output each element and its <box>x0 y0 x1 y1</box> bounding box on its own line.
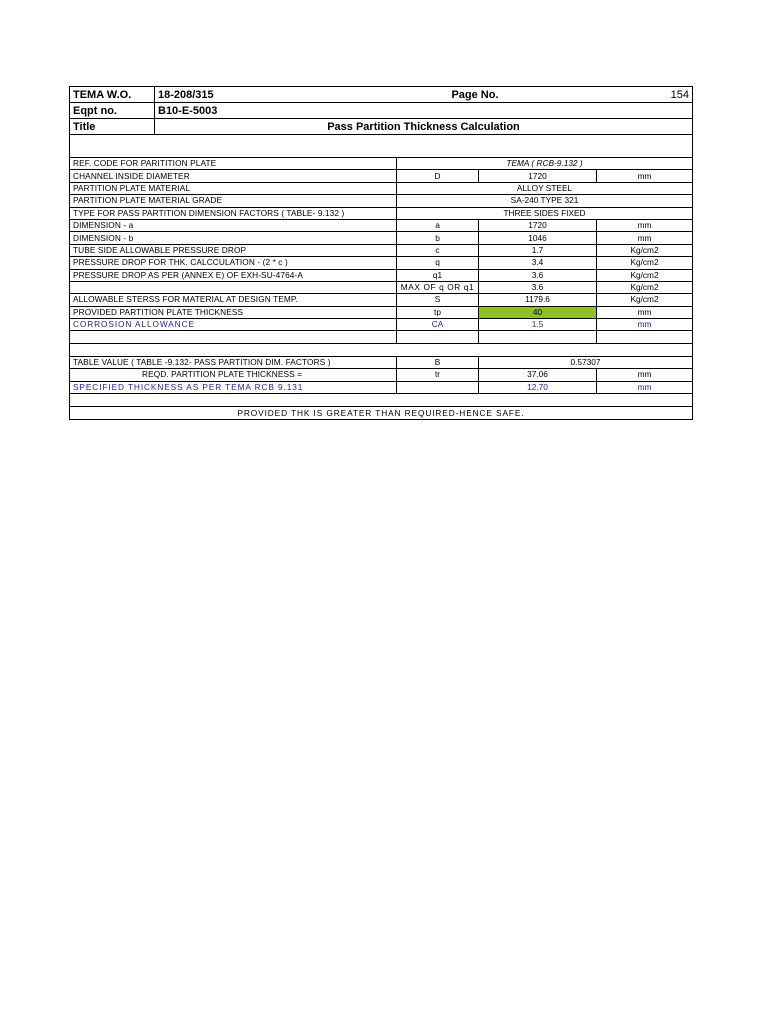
row-label: TUBE SIDE ALLOWABLE PRESSURE DROP <box>70 244 397 256</box>
provided-thickness-input[interactable]: 40 <box>479 306 597 318</box>
table-row <box>70 257 693 269</box>
row-label: SPECIFIED THICKNESS AS PER TEMA RCB 9.131 <box>70 381 397 393</box>
row-label: PROVIDED PARTITION PLATE THICKNESS <box>70 306 397 318</box>
table-row <box>70 294 693 306</box>
eqpt-value: B10-E-5003 <box>155 103 693 119</box>
row-label: REQD. PARTITION PLATE THICKNESS = <box>70 369 397 381</box>
row-unit: mm <box>597 369 693 381</box>
table-row <box>70 281 693 293</box>
row-label: CORROSION ALLOWANCE <box>70 319 397 331</box>
row-label: PARTITION PLATE MATERIAL <box>70 182 397 194</box>
row-value: THREE SIDES FIXED <box>397 207 693 219</box>
calculation-table <box>69 86 693 420</box>
row-unit: mm <box>597 319 693 331</box>
eqpt-label: Eqpt no. <box>70 103 155 119</box>
conclusion-row <box>70 407 693 420</box>
row-symbol: S <box>397 294 479 306</box>
row-value: 0.57307 <box>479 356 693 368</box>
row-unit: mm <box>597 306 693 318</box>
row-value: ALLOY STEEL <box>397 182 693 194</box>
table-row <box>70 369 693 381</box>
row-label: REF. CODE FOR PARITITION PLATE <box>70 158 397 170</box>
row-unit: Kg/cm2 <box>597 244 693 256</box>
row-value: 1.7 <box>479 244 597 256</box>
table-row <box>70 219 693 231</box>
table-row <box>70 381 693 393</box>
table-row <box>70 356 693 368</box>
row-unit: Kg/cm2 <box>597 257 693 269</box>
row-unit: mm <box>597 381 693 393</box>
table-row <box>70 319 693 331</box>
row-symbol: q1 <box>397 269 479 281</box>
row-label: PRESSURE DROP AS PER (ANNEX E) OF EXH-SU-4764-A <box>70 269 397 281</box>
row-unit: mm <box>597 219 693 231</box>
row-label: CHANNEL INSIDE DIAMETER <box>70 170 397 182</box>
conclusion-text: PROVIDED THK IS GREATER THAN REQUIRED-HENCE SAFE. <box>70 407 693 420</box>
row-unit: Kg/cm2 <box>597 269 693 281</box>
row-label: DIMENSION - a <box>70 219 397 231</box>
row-value: TEMA ( RCB-9.132 ) <box>397 158 693 170</box>
title-label: Title <box>70 119 155 135</box>
row-unit: Kg/cm2 <box>597 281 693 293</box>
row-label: ALLOWABLE STERSS FOR MATERIAL AT DESIGN TEMP. <box>70 294 397 306</box>
row-unit: mm <box>597 232 693 244</box>
row-label: PRESSURE DROP FOR THK. CALCCULATION - (2 * c ) <box>70 257 397 269</box>
table-row <box>70 207 693 219</box>
row-symbol: MAX OF q OR q1 <box>397 281 479 293</box>
row-label: TYPE FOR PASS PARTITION DIMENSION FACTORS ( TABLE- 9.132 ) <box>70 207 397 219</box>
header-row-wo <box>70 87 693 103</box>
row-symbol: c <box>397 244 479 256</box>
row-value: 1720 <box>479 170 597 182</box>
row-label <box>70 281 397 293</box>
row-value: 12.70 <box>479 381 597 393</box>
row-label: DIMENSION - b <box>70 232 397 244</box>
row-value: 1.5 <box>479 319 597 331</box>
row-value: 1046 <box>479 232 597 244</box>
blank-row <box>70 343 693 356</box>
row-symbol: B <box>397 356 479 368</box>
row-symbol: tp <box>397 306 479 318</box>
row-label: PARTITION PLATE MATERIAL GRADE <box>70 195 397 207</box>
row-value: 1720 <box>479 219 597 231</box>
row-label: TABLE VALUE ( TABLE -9.132- PASS PARTITION DIM. FACTORS ) <box>70 356 397 368</box>
row-symbol: q <box>397 257 479 269</box>
row-value: 1179.6 <box>479 294 597 306</box>
row-symbol: a <box>397 219 479 231</box>
row-symbol: b <box>397 232 479 244</box>
row-symbol: CA <box>397 319 479 331</box>
table-row <box>70 269 693 281</box>
row-value: SA-240 TYPE 321 <box>397 195 693 207</box>
blank-row <box>70 135 693 158</box>
table-row <box>70 244 693 256</box>
row-value: 3.6 <box>479 281 597 293</box>
table-row <box>70 170 693 182</box>
page-value: 154 <box>597 87 693 103</box>
table-row <box>70 195 693 207</box>
row-unit: mm <box>597 170 693 182</box>
header-row-title <box>70 119 693 135</box>
header-row-eqpt <box>70 103 693 119</box>
row-symbol: D <box>397 170 479 182</box>
row-value: 37.06 <box>479 369 597 381</box>
page-title: Pass Partition Thickness Calculation <box>155 119 693 135</box>
row-value: 3.6 <box>479 269 597 281</box>
table-row <box>70 158 693 170</box>
blank-row <box>70 331 693 343</box>
wo-label: TEMA W.O. <box>70 87 155 103</box>
page-label: Page No. <box>397 87 597 103</box>
row-symbol: tr <box>397 369 479 381</box>
wo-value: 18-208/315 <box>155 87 397 103</box>
blank-row <box>70 394 693 407</box>
row-symbol <box>397 381 479 393</box>
row-unit: Kg/cm2 <box>597 294 693 306</box>
table-row <box>70 182 693 194</box>
row-value: 3.4 <box>479 257 597 269</box>
table-row <box>70 232 693 244</box>
calculation-sheet <box>69 86 692 420</box>
table-row <box>70 306 693 318</box>
